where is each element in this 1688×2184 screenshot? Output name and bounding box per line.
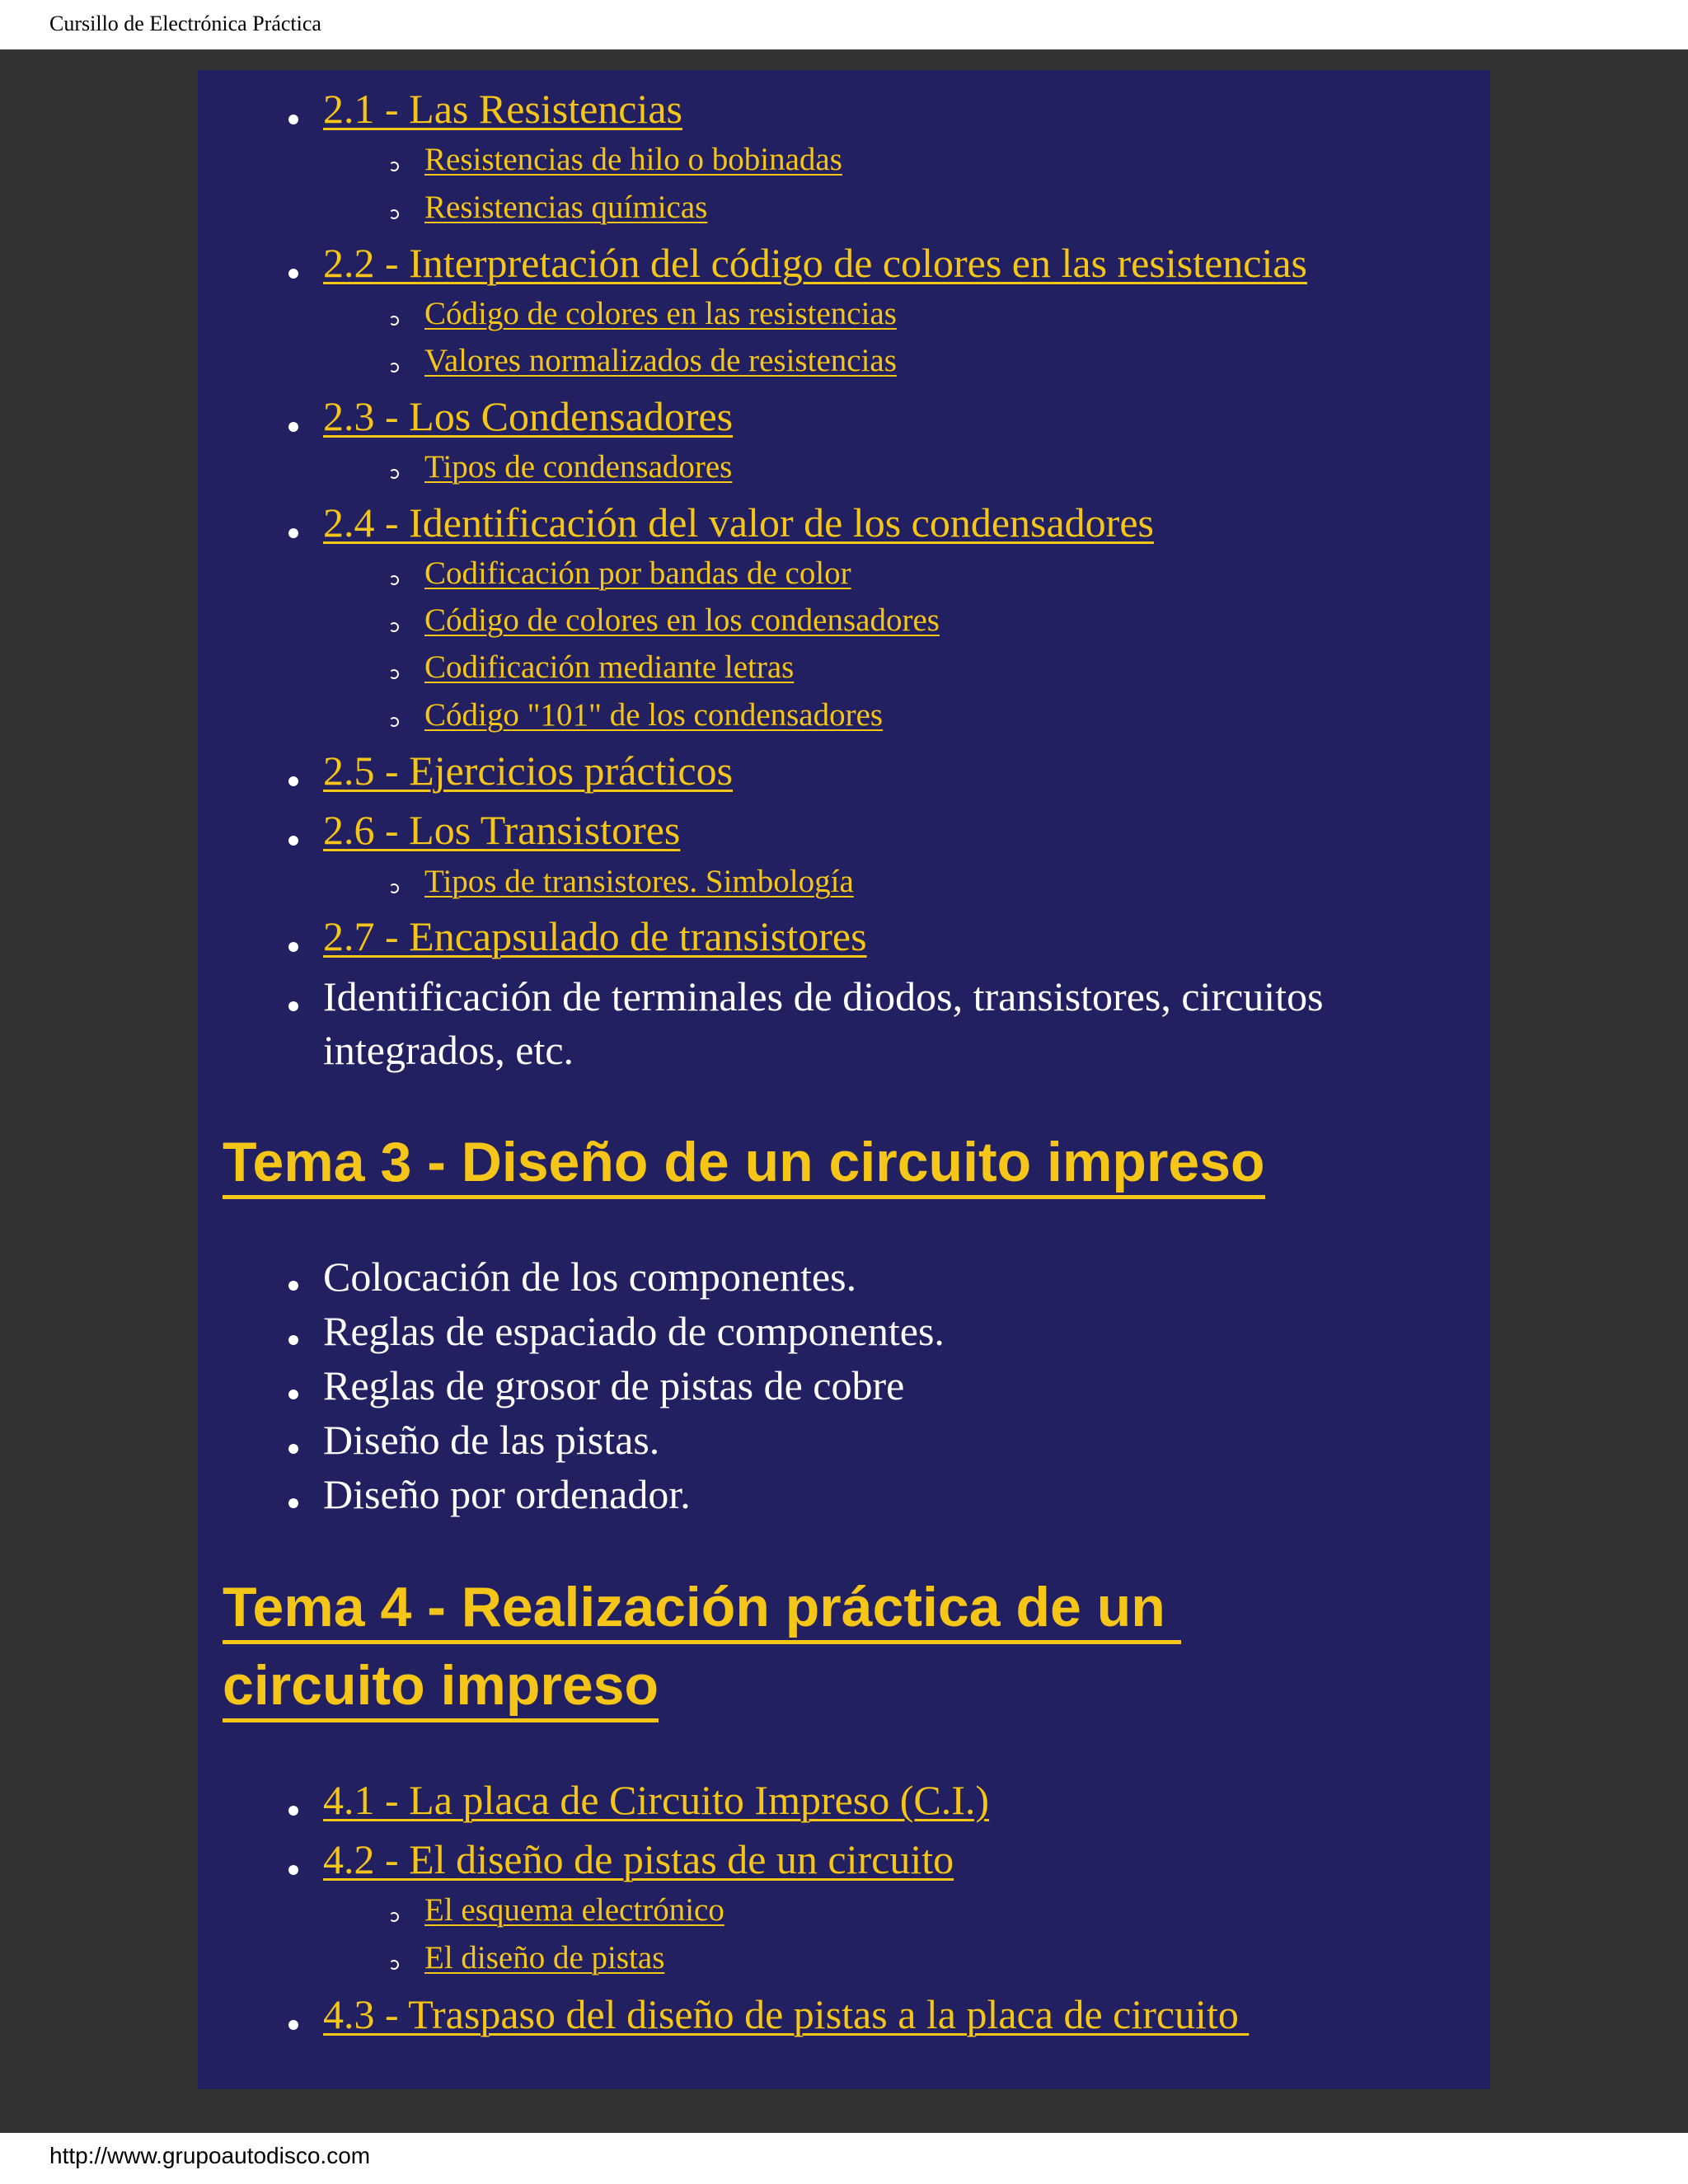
heading-tema-3: Tema 3 - Diseño de un circuito impreso <box>223 1123 1265 1202</box>
link-section-2-2[interactable]: 2.2 - Interpretación del código de colores en las resistencias <box>323 240 1307 286</box>
link-valores-normalizados[interactable]: Valores normalizados de resistencias <box>424 343 897 378</box>
sub-bullet-icon <box>389 209 399 219</box>
link-esquema-electronico[interactable]: El esquema electrónico <box>424 1892 724 1928</box>
link-section-2-3[interactable]: 2.3 - Los Condensadores <box>323 393 734 439</box>
sub-bullet-icon <box>389 669 399 679</box>
link-codificacion-letras[interactable]: Codificación mediante letras <box>424 649 795 685</box>
link-section-2-1[interactable]: 2.1 - Las Resistencias <box>323 86 683 132</box>
link-codificacion-bandas[interactable]: Codificación por bandas de color <box>424 555 851 591</box>
sub-bullet-icon <box>389 1960 399 1970</box>
link-section-2-5[interactable]: 2.5 - Ejercicios prácticos <box>323 748 734 794</box>
bullet-icon <box>288 1281 298 1291</box>
footer-url: http://www.grupoautodisco.com <box>49 2143 371 2168</box>
sub-bullet-icon <box>389 575 399 585</box>
link-section-4-2[interactable]: 4.2 - El diseño de pistas de un circuito <box>323 1836 954 1882</box>
link-codigo-101[interactable]: Código "101" de los condensadores <box>424 697 884 733</box>
bullet-icon <box>288 528 298 538</box>
link-section-4-1[interactable]: 4.1 - La placa de Circuito Impreso (C.I.) <box>323 1777 990 1823</box>
sub-bullet-icon <box>389 622 399 632</box>
link-codigo-colores-condensadores[interactable]: Código de colores en los condensadores <box>424 602 940 638</box>
list-item: Diseño de las pistas. <box>323 1417 660 1463</box>
document-title: Cursillo de Electrónica Práctica <box>49 12 321 35</box>
bullet-icon <box>288 836 298 846</box>
bullet-icon <box>288 776 298 786</box>
sub-bullet-icon <box>389 883 399 893</box>
sub-bullet-icon <box>389 363 399 373</box>
link-section-2-7[interactable]: 2.7 - Encapsulado de transistores <box>323 913 867 959</box>
bullet-icon <box>288 422 298 432</box>
sub-bullet-icon <box>389 717 399 727</box>
bullet-icon <box>288 2020 298 2030</box>
sub-bullet-icon <box>389 1912 399 1922</box>
bullet-icon <box>288 115 298 124</box>
list-item-identificacion: Identificación de terminales de diodos, transistores, circuitos integrados, etc. <box>323 973 1324 1073</box>
content-panel <box>198 70 1490 2089</box>
page-footer <box>0 2133 1688 2184</box>
bullet-icon <box>288 1335 298 1345</box>
link-resistencias-quimicas[interactable]: Resistencias químicas <box>424 190 708 225</box>
bullet-icon <box>288 942 298 952</box>
sub-bullet-icon <box>389 162 399 171</box>
list-item: Colocación de los componentes. <box>323 1254 857 1300</box>
link-diseno-pistas[interactable]: El diseño de pistas <box>424 1940 665 1975</box>
bullet-icon <box>288 1444 298 1454</box>
sub-bullet-icon <box>389 469 399 479</box>
link-resistencias-hilo[interactable]: Resistencias de hilo o bobinadas <box>424 142 842 177</box>
link-section-2-6[interactable]: 2.6 - Los Transistores <box>323 807 681 853</box>
sub-bullet-icon <box>389 316 399 326</box>
heading-tema-4: Tema 4 - Realización práctica de un circuito impreso <box>223 1568 1181 1725</box>
bullet-icon <box>288 269 298 279</box>
page-header <box>0 0 1688 49</box>
list-item: Diseño por ordenador. <box>323 1471 691 1517</box>
bullet-icon <box>288 1865 298 1875</box>
link-tipos-transistores[interactable]: Tipos de transistores. Simbología <box>424 864 854 899</box>
link-section-4-3[interactable]: 4.3 - Traspaso del diseño de pistas a la placa de circuito <box>323 1991 1250 2037</box>
link-tipos-condensadores[interactable]: Tipos de condensadores <box>424 449 733 485</box>
list-item: Reglas de espaciado de componentes. <box>323 1308 945 1354</box>
bullet-icon <box>288 1001 298 1011</box>
bullet-icon <box>288 1390 298 1399</box>
link-section-2-4[interactable]: 2.4 - Identificación del valor de los condensadores <box>323 499 1154 546</box>
bullet-icon <box>288 1498 298 1508</box>
link-codigo-colores-resistencias[interactable]: Código de colores en las resistencias <box>424 296 897 331</box>
bullet-icon <box>288 1806 298 1816</box>
list-item: Reglas de grosor de pistas de cobre <box>323 1362 905 1408</box>
